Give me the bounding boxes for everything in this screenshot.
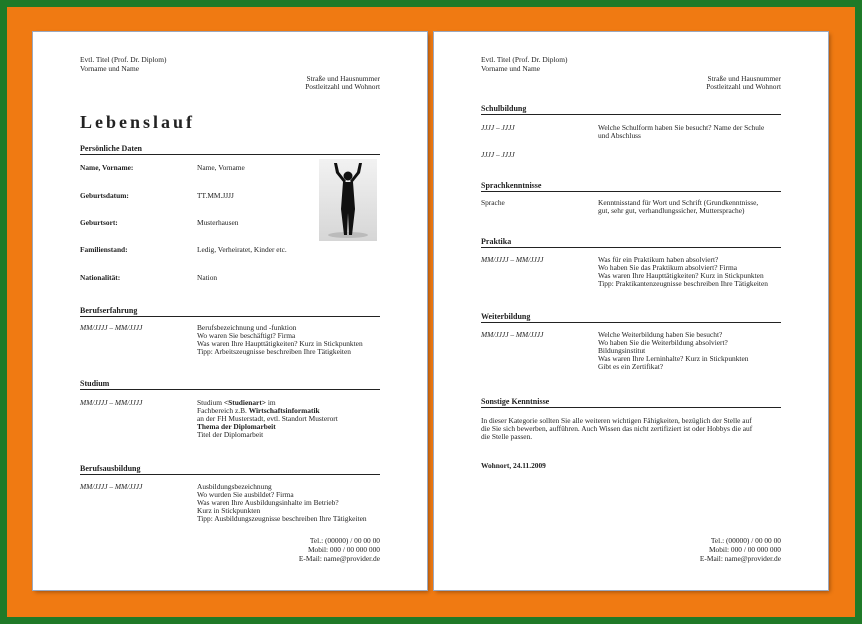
experience-date: MM/JJJJ – MM/JJJJ: [80, 323, 143, 332]
section-rule: [80, 316, 380, 317]
value-name: Name, Vorname: [197, 163, 245, 172]
section-rule: [80, 389, 380, 390]
training-line: Ausbildungsbezeichnung: [197, 482, 272, 491]
school-date-2: JJJJ – JJJJ: [481, 150, 515, 159]
page-title: Lebenslauf: [80, 112, 196, 132]
training-line: Tipp: Ausbildungszeugnisse beschreiben Ihre Tätigkeiten: [197, 514, 367, 523]
studies-line-1: Studium <Studienart> im: [197, 398, 276, 407]
label-marital: Familienstand:: [80, 245, 128, 254]
section-heading-studies: Studium: [80, 379, 110, 388]
label-birthdate: Geburtsdatum:: [80, 191, 129, 200]
contact-phone: Tel.: (00000) / 00 00 00: [710, 536, 781, 545]
cv-page-1: [33, 32, 427, 590]
school-date-1: JJJJ – JJJJ: [481, 123, 515, 132]
studies-thesis-heading: Thema der Diplomarbeit: [197, 422, 276, 431]
section-heading-further-training: Weiterbildung: [481, 312, 531, 321]
school-line: und Abschluss: [598, 131, 641, 140]
address-city: Postleitzahl und Wohnort: [305, 82, 380, 91]
further-training-line: Welche Weiterbildung haben Sie besucht?: [598, 330, 723, 339]
training-line: Was waren Ihre Ausbildungsinhalte im Betrieb?: [197, 498, 339, 507]
label-name: Name, Vorname:: [80, 163, 134, 172]
internship-date: MM/JJJJ – MM/JJJJ: [481, 255, 544, 264]
section-heading-languages: Sprachkenntnisse: [481, 181, 542, 190]
school-line: Welche Schulform haben Sie besucht? Name der Schule: [598, 123, 765, 132]
further-training-line: Gibt es ein Zertifikat?: [598, 362, 664, 371]
training-date: MM/JJJJ – MM/JJJJ: [80, 482, 143, 491]
experience-line: Tipp: Arbeitszeugnisse beschreiben Ihre Tätigkeiten: [197, 347, 351, 356]
sender-title: Evtl. Titel (Prof. Dr. Diplom): [481, 55, 568, 64]
sender-name: Vorname und Name: [481, 64, 540, 73]
section-rule: [481, 322, 781, 323]
further-training-line: Was waren Ihre Lerninhalte? Kurz in Stickpunkten: [598, 354, 749, 363]
section-heading-training: Berufsausbildung: [80, 464, 141, 473]
label-nationality: Nationalität:: [80, 273, 121, 282]
address-street: Straße und Hausnummer: [707, 74, 781, 83]
person-silhouette-icon: [319, 159, 377, 241]
section-heading-internships: Praktika: [481, 237, 512, 246]
value-marital: Ledig, Verheiratet, Kinder etc.: [197, 245, 287, 254]
internship-line: Was waren Ihre Haupttätigkeiten? Kurz in Stickpunkten: [598, 271, 764, 280]
section-heading-experience: Berufserfahrung: [80, 306, 138, 315]
studies-date: MM/JJJJ – MM/JJJJ: [80, 398, 143, 407]
other-skills-line: In dieser Kategorie sollten Sie alle weiteren wichtigen Fähigkeiten, bezüglich der Stelle auf: [481, 416, 752, 425]
contact-email: E-Mail: name@provider.de: [298, 554, 380, 563]
language-line: Kenntnisstand für Wort und Schrift (Grundkenntnisse,: [598, 198, 759, 207]
studies-line-3: an der FH Musterstadt, evtl. Standort Musterort: [197, 414, 338, 423]
language-line: gut, sehr gut, verhandlungssicher, Muttersprache): [598, 206, 745, 215]
value-nationality: Nation: [197, 273, 218, 282]
further-training-date: MM/JJJJ – MM/JJJJ: [481, 330, 544, 339]
section-heading-other-skills: Sonstige Kenntnisse: [481, 397, 550, 406]
profile-photo: [319, 159, 377, 241]
internship-line: Wo haben Sie das Praktikum absolviert? Firma: [598, 263, 737, 272]
sender-name: Vorname und Name: [80, 64, 139, 73]
studies-thesis-title: Titel der Diplomarbeit: [197, 430, 264, 439]
experience-line: Was waren Ihre Haupttätigkeiten? Kurz in Stickpunkten: [197, 339, 363, 348]
label-birthplace: Geburtsort:: [80, 218, 118, 227]
further-training-line: Bildungsinstitut: [598, 346, 646, 355]
internship-line: Tipp: Praktikantenzeugnisse beschreiben Ihre Tätigkeiten: [598, 279, 768, 288]
signature-place-date: Wohnort, 24.11.2009: [481, 461, 546, 470]
cv-page-2: [434, 32, 828, 590]
section-rule: [481, 114, 781, 115]
address-city: Postleitzahl und Wohnort: [706, 82, 781, 91]
value-birthplace: Musterhausen: [197, 218, 239, 227]
address-street: Straße und Hausnummer: [306, 74, 380, 83]
contact-email: E-Mail: name@provider.de: [699, 554, 781, 563]
contact-mobile: Mobil: 000 / 00 000 000: [708, 545, 781, 554]
further-training-line: Wo haben Sie die Weiterbildung absolviert?: [598, 338, 728, 347]
internship-line: Was für ein Praktikum haben absolviert?: [598, 255, 719, 264]
contact-mobile: Mobil: 000 / 00 000 000: [307, 545, 380, 554]
contact-phone: Tel.: (00000) / 00 00 00: [309, 536, 380, 545]
other-skills-line: die Stelle passen.: [481, 432, 533, 441]
section-rule: [481, 191, 781, 192]
section-rule: [481, 247, 781, 248]
section-rule: [80, 474, 380, 475]
other-skills-line: die Sie sich bewerben, aufführen. Auch Wissen das nicht zertifiziert ist oder Hobbys die auf: [481, 424, 753, 433]
section-heading-personal: Persönliche Daten: [80, 144, 142, 153]
sender-title: Evtl. Titel (Prof. Dr. Diplom): [80, 55, 167, 64]
training-line: Wo wurden Sie ausbildet? Firma: [197, 490, 294, 499]
experience-line: Berufsbezeichnung und -funktion: [197, 323, 297, 332]
language-label: Sprache: [481, 198, 505, 207]
training-line: Kurz in Stickpunkten: [197, 506, 261, 515]
section-rule: [80, 154, 380, 155]
studies-line-2: Fachbereich z.B. Wirtschaftsinformatik: [197, 406, 320, 415]
section-rule: [481, 407, 781, 408]
experience-line: Wo waren Sie beschäftigt? Firma: [197, 331, 296, 340]
value-birthdate: TT.MM.JJJJ: [197, 191, 234, 200]
section-heading-school: Schulbildung: [481, 104, 527, 113]
